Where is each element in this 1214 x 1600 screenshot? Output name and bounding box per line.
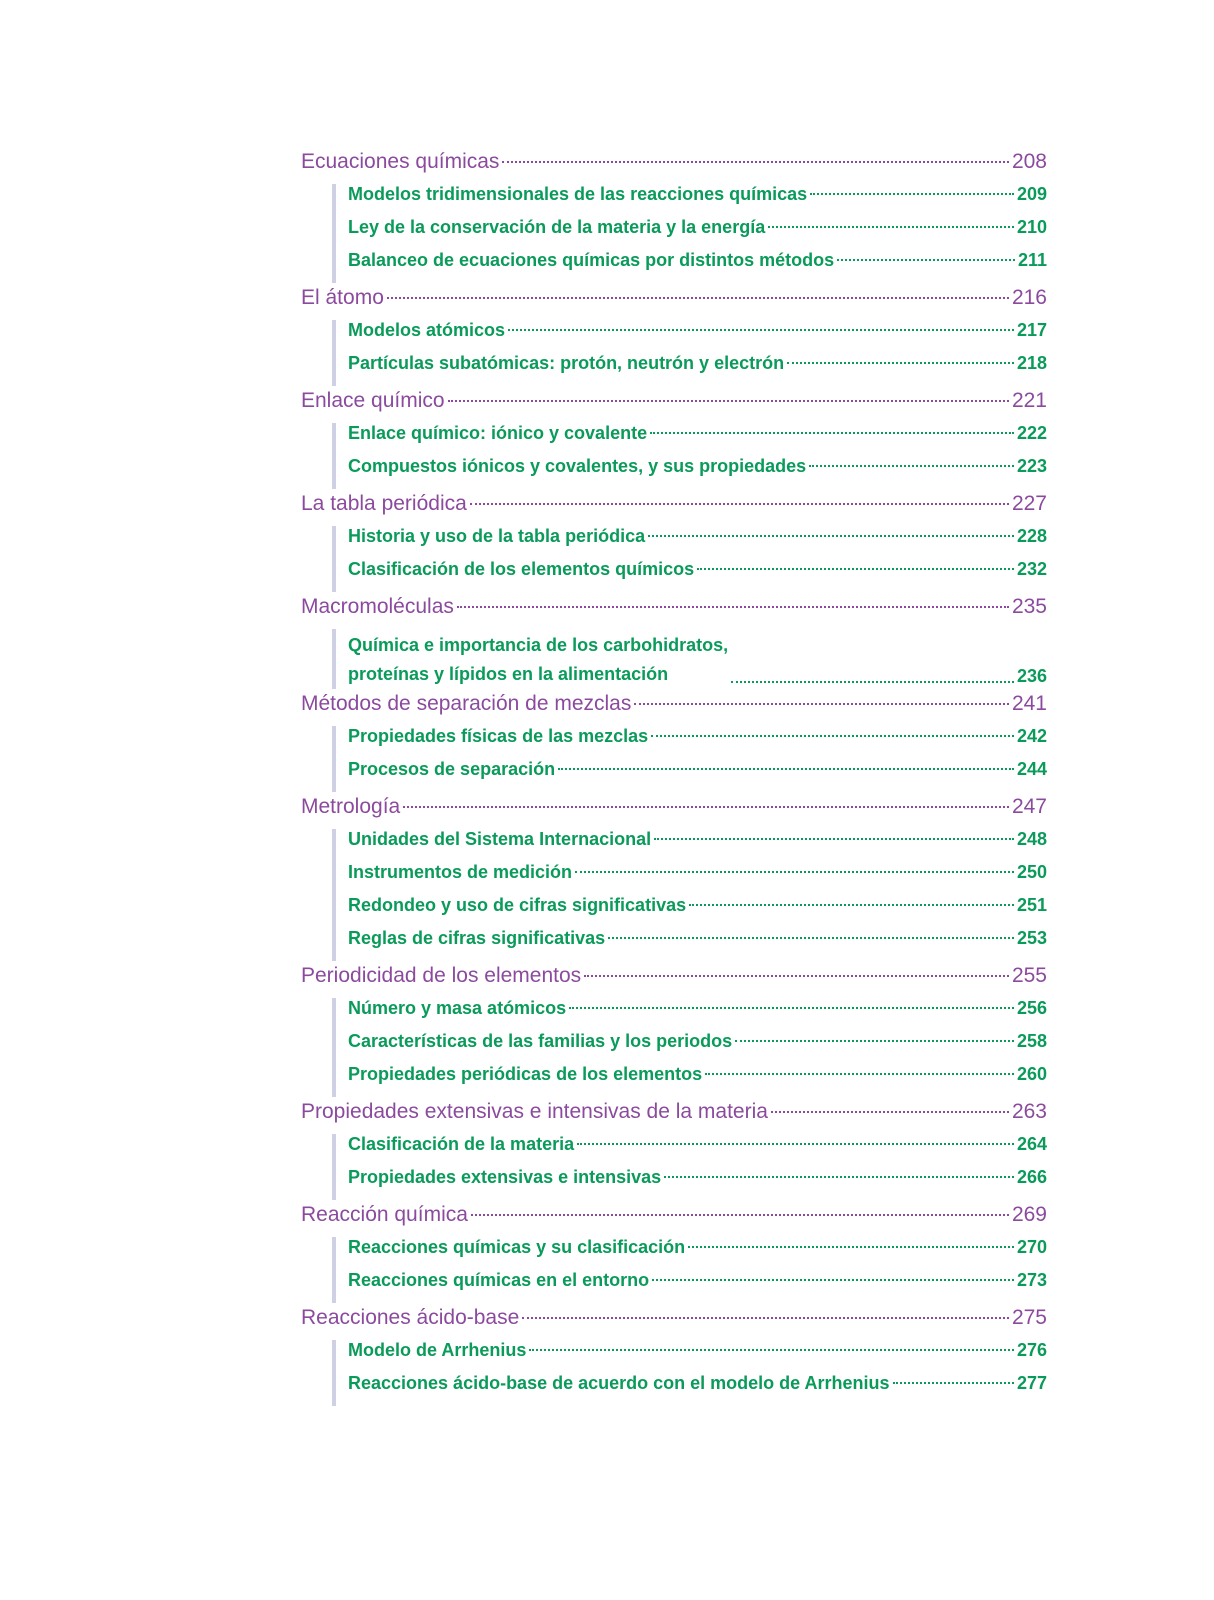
dot-leader <box>893 1382 1014 1384</box>
toc-section <box>301 150 1047 283</box>
toc-subsection[interactable] <box>348 629 1047 689</box>
toc-subsection[interactable] <box>348 862 1047 895</box>
section-title: Macromoléculas <box>301 595 454 618</box>
subsection-title: Modelos atómicos <box>348 320 506 340</box>
subsection-page-number: 266 <box>1016 1167 1047 1187</box>
subsection-title: Clasificación de la materia <box>348 1134 575 1154</box>
section-page-number: 269 <box>1011 1203 1047 1226</box>
subsection-page-number: 232 <box>1016 559 1047 579</box>
subsection-title: Reacciones químicas en el entorno <box>348 1270 650 1290</box>
subsection-list <box>332 1134 1047 1200</box>
subsection-title: Número y masa atómicos <box>348 998 567 1018</box>
toc-subsection[interactable] <box>348 829 1047 862</box>
dot-leader <box>837 259 1015 261</box>
toc-subsection[interactable] <box>348 1270 1047 1303</box>
toc-section <box>301 595 1047 689</box>
toc-subsection[interactable] <box>348 456 1047 489</box>
subsection-title: Propiedades periódicas de los elementos <box>348 1064 703 1084</box>
dot-leader <box>787 362 1014 364</box>
toc-section-heading[interactable] <box>301 1306 1047 1340</box>
subsection-title: Reacciones ácido-base de acuerdo con el modelo de Arrhenius <box>348 1373 890 1393</box>
dot-leader <box>771 1111 1009 1113</box>
subsection-title: Redondeo y uso de cifras significativas <box>348 895 687 915</box>
toc-subsection[interactable] <box>348 217 1047 250</box>
subsection-page-number: 236 <box>1016 666 1047 686</box>
subsection-list <box>332 726 1047 792</box>
toc-section-heading[interactable] <box>301 595 1047 629</box>
subsection-page-number: 244 <box>1016 759 1047 779</box>
toc-section-heading[interactable] <box>301 150 1047 184</box>
dot-leader <box>697 568 1014 570</box>
subsection-page-number: 248 <box>1016 829 1047 849</box>
dot-leader <box>502 161 1009 163</box>
subsection-title: Instrumentos de medición <box>348 862 573 882</box>
toc-subsection[interactable] <box>348 928 1047 961</box>
subsection-page-number: 222 <box>1016 423 1047 443</box>
dot-leader <box>731 681 1014 683</box>
subsection-page-number: 264 <box>1016 1134 1047 1154</box>
subsection-title: Reacciones químicas y su clasificación <box>348 1237 686 1257</box>
subsection-page-number: 256 <box>1016 998 1047 1018</box>
subsection-list <box>332 320 1047 386</box>
subsection-page-number: 209 <box>1016 184 1047 204</box>
toc-subsection[interactable] <box>348 726 1047 759</box>
subsection-page-number: 251 <box>1016 895 1047 915</box>
dot-leader <box>448 400 1009 402</box>
dot-leader <box>471 1214 1009 1216</box>
subsection-page-number: 223 <box>1016 456 1047 476</box>
dot-leader <box>529 1349 1014 1351</box>
section-page-number: 208 <box>1011 150 1047 173</box>
subsection-page-number: 250 <box>1016 862 1047 882</box>
section-title: Propiedades extensivas e intensivas de la materia <box>301 1100 768 1123</box>
subsection-page-number: 258 <box>1016 1031 1047 1051</box>
dot-leader <box>664 1176 1014 1178</box>
section-title: Enlace químico <box>301 389 445 412</box>
dot-leader <box>810 193 1014 195</box>
section-page-number: 241 <box>1011 692 1047 715</box>
section-title: Métodos de separación de mezclas <box>301 692 632 715</box>
toc-subsection[interactable] <box>348 320 1047 353</box>
toc-subsection[interactable] <box>348 559 1047 592</box>
subsection-title-line: proteínas y lípidos en la alimentación <box>348 664 669 684</box>
subsection-page-number: 270 <box>1016 1237 1047 1257</box>
section-title: Ecuaciones químicas <box>301 150 500 173</box>
subsection-title: Historia y uso de la tabla periódica <box>348 526 646 546</box>
subsection-page-number: 217 <box>1016 320 1047 340</box>
toc-subsection[interactable] <box>348 184 1047 217</box>
toc-section-heading[interactable] <box>301 389 1047 423</box>
toc-section <box>301 492 1047 592</box>
subsection-list <box>332 1340 1047 1406</box>
dot-leader <box>705 1073 1014 1075</box>
dot-leader <box>608 937 1014 939</box>
toc-section-heading[interactable] <box>301 492 1047 526</box>
dot-leader <box>735 1040 1014 1042</box>
subsection-page-number: 273 <box>1016 1270 1047 1290</box>
leader-wrapper <box>728 629 1017 689</box>
subsection-title: Clasificación de los elementos químicos <box>348 559 695 579</box>
section-page-number: 227 <box>1011 492 1047 515</box>
subsection-page-number: 228 <box>1016 526 1047 546</box>
subsection-page-number: 218 <box>1016 353 1047 373</box>
subsection-title <box>348 629 728 689</box>
table-of-contents <box>301 150 1047 1409</box>
toc-section <box>301 286 1047 386</box>
dot-leader <box>688 1246 1014 1248</box>
subsection-title: Ley de la conservación de la materia y la energía <box>348 217 766 237</box>
toc-subsection[interactable] <box>348 1237 1047 1270</box>
subsection-list <box>332 829 1047 961</box>
toc-section <box>301 389 1047 489</box>
subsection-list <box>332 1237 1047 1303</box>
section-title: La tabla periódica <box>301 492 467 515</box>
subsection-title-line: Química e importancia de los carbohidratos, <box>348 635 729 655</box>
section-page-number: 263 <box>1011 1100 1047 1123</box>
section-page-number: 235 <box>1011 595 1047 618</box>
toc-subsection[interactable] <box>348 1064 1047 1097</box>
subsection-page-number: 260 <box>1016 1064 1047 1084</box>
toc-section <box>301 692 1047 792</box>
toc-subsection[interactable] <box>348 1031 1047 1064</box>
dot-leader <box>584 975 1009 977</box>
section-page-number: 275 <box>1011 1306 1047 1329</box>
subsection-list <box>332 423 1047 489</box>
dot-leader <box>577 1143 1014 1145</box>
section-page-number: 247 <box>1011 795 1047 818</box>
subsection-page-number: 210 <box>1016 217 1047 237</box>
toc-section <box>301 1203 1047 1303</box>
dot-leader <box>508 329 1014 331</box>
toc-section-heading[interactable] <box>301 1203 1047 1237</box>
toc-subsection[interactable] <box>348 1340 1047 1373</box>
subsection-title: Compuestos iónicos y covalentes, y sus propiedades <box>348 456 807 476</box>
subsection-list <box>332 629 1047 689</box>
toc-section <box>301 964 1047 1097</box>
subsection-list <box>332 998 1047 1097</box>
subsection-title: Enlace químico: iónico y covalente <box>348 423 648 443</box>
subsection-title: Propiedades extensivas e intensivas <box>348 1167 662 1187</box>
toc-subsection[interactable] <box>348 250 1047 283</box>
section-title: Metrología <box>301 795 401 818</box>
toc-subsection[interactable] <box>348 353 1047 386</box>
subsection-title: Balanceo de ecuaciones químicas por distintos métodos <box>348 250 835 270</box>
dot-leader <box>651 735 1014 737</box>
section-title: Reacciones ácido-base <box>301 1306 520 1329</box>
section-title: Periodicidad de los elementos <box>301 964 582 987</box>
subsection-page-number: 277 <box>1016 1373 1047 1393</box>
section-title: Reacción química <box>301 1203 468 1226</box>
dot-leader <box>575 871 1014 873</box>
toc-subsection[interactable] <box>348 526 1047 559</box>
subsection-title: Modelo de Arrhenius <box>348 1340 527 1360</box>
subsection-title: Partículas subatómicas: protón, neutrón y electrón <box>348 353 785 373</box>
toc-section-heading[interactable] <box>301 795 1047 829</box>
section-page-number: 216 <box>1011 286 1047 309</box>
dot-leader <box>569 1007 1014 1009</box>
toc-section-heading[interactable] <box>301 1100 1047 1134</box>
toc-subsection[interactable] <box>348 998 1047 1031</box>
toc-subsection[interactable] <box>348 895 1047 928</box>
dot-leader <box>634 703 1009 705</box>
toc-section <box>301 1306 1047 1406</box>
section-page-number: 221 <box>1011 389 1047 412</box>
toc-subsection[interactable] <box>348 1373 1047 1406</box>
dot-leader <box>652 1279 1014 1281</box>
dot-leader <box>558 768 1014 770</box>
toc-subsection[interactable] <box>348 423 1047 456</box>
section-page-number: 255 <box>1011 964 1047 987</box>
subsection-page-number: 242 <box>1016 726 1047 746</box>
dot-leader <box>650 432 1014 434</box>
dot-leader <box>809 465 1014 467</box>
subsection-title: Características de las familias y los periodos <box>348 1031 733 1051</box>
toc-subsection[interactable] <box>348 759 1047 792</box>
section-title: El átomo <box>301 286 384 309</box>
toc-section <box>301 1100 1047 1200</box>
subsection-list <box>332 526 1047 592</box>
dot-leader <box>648 535 1014 537</box>
subsection-title: Modelos tridimensionales de las reacciones químicas <box>348 184 808 204</box>
subsection-page-number: 276 <box>1016 1340 1047 1360</box>
toc-section-heading[interactable] <box>301 964 1047 998</box>
dot-leader <box>403 806 1009 808</box>
subsection-list <box>332 184 1047 283</box>
subsection-title: Propiedades físicas de las mezclas <box>348 726 649 746</box>
toc-section <box>301 795 1047 961</box>
dot-leader <box>457 606 1009 608</box>
subsection-title: Unidades del Sistema Internacional <box>348 829 652 849</box>
toc-section-heading[interactable] <box>301 692 1047 726</box>
dot-leader <box>470 503 1009 505</box>
subsection-title: Procesos de separación <box>348 759 556 779</box>
toc-subsection[interactable] <box>348 1167 1047 1200</box>
toc-section-heading[interactable] <box>301 286 1047 320</box>
subsection-page-number: 211 <box>1017 250 1047 270</box>
subsection-title: Reglas de cifras significativas <box>348 928 606 948</box>
dot-leader <box>522 1317 1009 1319</box>
dot-leader <box>387 297 1009 299</box>
subsection-page-number: 253 <box>1016 928 1047 948</box>
toc-subsection[interactable] <box>348 1134 1047 1167</box>
dot-leader <box>689 904 1014 906</box>
dot-leader <box>768 226 1014 228</box>
dot-leader <box>654 838 1014 840</box>
